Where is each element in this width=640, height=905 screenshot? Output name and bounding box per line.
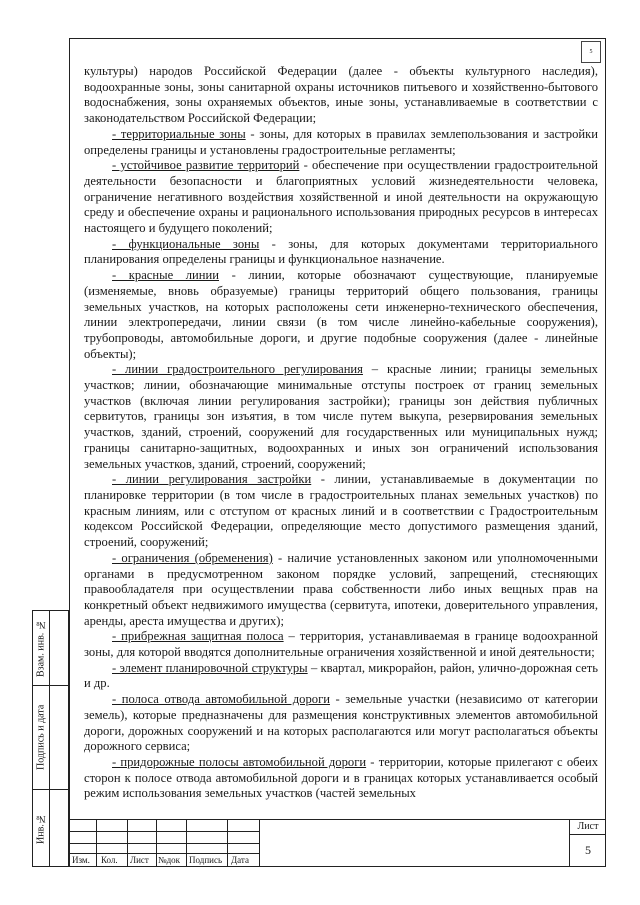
bottom-stamp-block bbox=[69, 819, 606, 867]
paragraph bbox=[84, 629, 598, 660]
paragraph bbox=[84, 237, 598, 268]
stamp-label-data: Дата bbox=[231, 855, 249, 865]
stamp-label-izm: Изм. bbox=[72, 855, 90, 865]
paragraph bbox=[84, 127, 598, 158]
defined-term: - красные линии bbox=[112, 268, 220, 283]
sheet-label: Лист bbox=[570, 821, 606, 835]
defined-term: - линии градостроительного регулирования bbox=[112, 362, 363, 377]
stamp-label-ndok: №док bbox=[158, 855, 181, 865]
paragraph bbox=[84, 64, 598, 127]
defined-term: - придорожные полосы автомобильной дороги bbox=[112, 754, 367, 769]
paragraph-text: – квартал, микрорайон, район, улично-дорожная сеть и др. bbox=[84, 660, 598, 691]
defined-term: - элемент планировочной структуры bbox=[112, 660, 308, 675]
defined-term: - территориальные зоны bbox=[112, 126, 246, 141]
side-stamp-block bbox=[32, 610, 69, 867]
sheet-number-box bbox=[569, 819, 606, 867]
sheet-number: 5 bbox=[585, 843, 591, 857]
paragraph bbox=[84, 158, 598, 237]
paragraph-text: - обеспечение при осуществлении градостроительной деятельности безопасности и благоприятных условий жизнедеятельности человека, ограничение негативного воздействия хозяйственной и иной деятельности на окружающую среду и обеспечение охраны и рационального использования природных ресурсов в интересах настоящего и будущего поколений; bbox=[84, 158, 598, 236]
paragraph-text: - линии, которые обозначают существующие, планируемые (изменяемые, вновь образуемые) границы территорий общего пользования, границы земельных участков, на которых расположены сети инженерно-технического обеспечения, линии электропередачи, линии связи (в том числе линейно-кабельные сооружения), трубопроводы, автомобильные дороги, и другие подобные сооружения (далее - линейные объекты); bbox=[84, 268, 598, 361]
defined-term: - функциональные зоны bbox=[112, 236, 260, 251]
defined-term: - ограничения (обременения) bbox=[112, 550, 273, 565]
paragraph-text: - территории, которые прилегают с обеих сторон к полосе отвода автомобильной дороги и в границах которых устанавливается особый режим использования земельных участков (частей земельных bbox=[84, 754, 598, 801]
stamp-label-list: Лист bbox=[130, 855, 149, 865]
paragraph bbox=[84, 551, 598, 630]
paragraph-text: - зоны, для которых в правилах землепользования и застройки определены границы и установлены градостроительные регламенты; bbox=[84, 126, 598, 157]
paragraph-text: - наличие установленных законом или уполномоченными органами в предусмотренном законом порядке условий, запрещений, стесняющих правообладателя при осуществлении права собственности либо иных вещных прав на конкретный объект недвижимого имущества (сервитута, ипотеки, доверительного управления, аренды, ареста имущества и других); bbox=[84, 550, 598, 628]
document-body bbox=[84, 64, 598, 802]
paragraph bbox=[84, 692, 598, 755]
paragraph-text: – территория, устанавливаемая в границе водоохранной зоны, для которой вводятся дополнительные ограничения хозяйственной и иной деятельности; bbox=[84, 629, 598, 660]
paragraph bbox=[84, 268, 598, 362]
defined-term: - устойчивое развитие территорий bbox=[112, 158, 300, 173]
inv-no-label: Инв.№ bbox=[35, 813, 47, 844]
vzam-inv-label: Взам. инв. № bbox=[35, 619, 47, 677]
paragraph bbox=[84, 661, 598, 692]
paragraph bbox=[84, 472, 598, 551]
stamp-label-kol: Кол. bbox=[101, 855, 118, 865]
corner-mark: 5 bbox=[581, 41, 601, 63]
defined-term: - линии регулирования застройки bbox=[112, 472, 312, 487]
paragraph-text: – красные линии; границы земельных участков; линии, обозначающие минимальные отступы построек от границ земельных участков (включая линии регулирования застройки); границы зон действия публичных сервитутов, границы зон изъятия, в том числе путем выкупа, резервирования земельных участков, зданий, строений, сооружений для государственных или муниципальных нужд; границы санитарно-защитных, водоохранных и иных зон ограничений использования земельных участков, зданий, строений, сооружений; bbox=[84, 362, 598, 471]
paragraph bbox=[84, 755, 598, 802]
paragraph-text: - линии, устанавливаемые в документации по планировке территории (в том числе в градостроительных планах земельных участков) по красным линиям, или с отступом от красных линий и в соответствии с Градостроительным кодексом Российской Федерации, определяющие место допустимого размещения зданий, строений, сооружений; bbox=[84, 472, 598, 550]
defined-term: - прибрежная защитная полоса bbox=[112, 629, 284, 644]
stamp-label-podpis: Подпись bbox=[189, 855, 223, 865]
sign-date-label: Подпись и дата bbox=[35, 704, 47, 770]
paragraph-text: культуры) народов Российской Федерации (далее - объекты культурного наследия), водоохранные зоны, зоны санитарной охраны источников питьевого и хозяйственно-бытового водоснабжения, зоны охраняемых объектов, иные зоны, устанавливаемые в соответствии с законодательством Российской Федерации; bbox=[84, 64, 598, 126]
paragraph bbox=[84, 362, 598, 472]
paragraph-text: - земельные участки (независимо от категории земель), которые предназначены для размещения конструктивных элементов автомобильной дороги, дорожных сооружений и на которых располагаются или могут располагаться объекты дорожного сервиса; bbox=[84, 692, 598, 754]
paragraph-text: - зоны, для которых документами территориального планирования определены границы и функциональное назначение. bbox=[84, 236, 598, 267]
defined-term: - полоса отвода автомобильной дороги bbox=[112, 692, 330, 707]
